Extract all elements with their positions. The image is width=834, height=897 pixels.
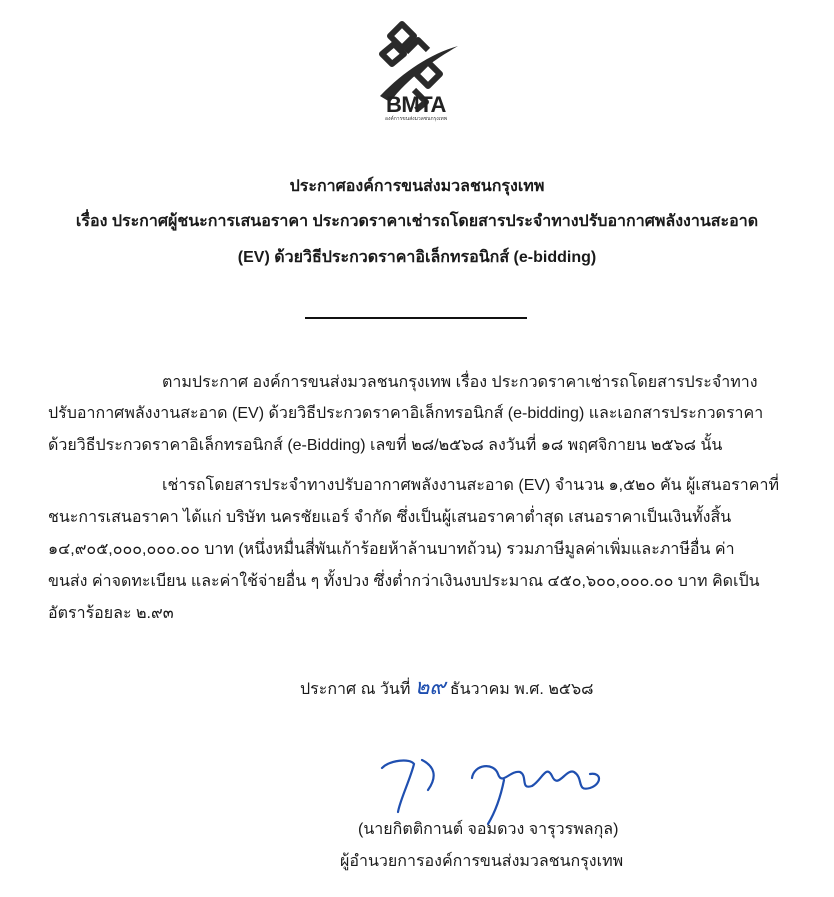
announcement-date xyxy=(300,675,594,700)
body-line: ด้วยวิธีประกวดราคาอิเล็กทรอนิกส์ (e-Bidding) เลขที่ ๒๘/๒๕๖๘ ลงวันที่ ๑๘ พฤศจิกายน ๒๕๖๘ นั้น xyxy=(48,437,723,454)
body-line: ปรับอากาศพลังงานสะอาด (EV) ด้วยวิธีประกวดราคาอิเล็กทรอนิกส์ (e-bidding) และเอกสารประกวดราคา xyxy=(48,405,764,422)
body-line: อัตราร้อยละ ๒.๙๓ xyxy=(48,605,174,622)
announcement-title: ประกาศองค์การขนส่งมวลชนกรุงเทพ xyxy=(289,178,545,195)
body-line: เช่ารถโดยสารประจำทางปรับอากาศพลังงานสะอาด (EV) จำนวน ๑,๕๒๐ คัน ผู้เสนอราคาที่ xyxy=(162,477,779,494)
announcement-subject-cont: (EV) ด้วยวิธีประกวดราคาอิเล็กทรอนิกส์ (e-bidding) xyxy=(237,249,597,266)
logo-subtitle: องค์การขนส่งมวลชนกรุงเทพ xyxy=(384,116,448,122)
signature xyxy=(370,750,620,830)
signatory-name: (นายกิตติกานต์ จอมดวง จารุวรพลกุล) xyxy=(358,821,619,838)
body-line: ตามประกาศ องค์การขนส่งมวลชนกรุงเทพ เรื่อง ประกวดราคาเช่ารถโดยสารประจำทาง xyxy=(162,374,758,391)
body-line: ๑๔,๙๐๕,๐๐๐,๐๐๐.๐๐ บาท (หนึ่งหมื่นสี่พันเก้าร้อยห้าล้านบาทถ้วน) รวมภาษีมูลค่าเพิ่มและภาษีอื่น ค่า xyxy=(48,541,735,558)
handwritten-day: ๒๙ xyxy=(414,675,446,700)
date-prefix: ประกาศ ณ วันที่ xyxy=(300,681,411,698)
body-line: ขนส่ง ค่าจดทะเบียน และค่าใช้จ่ายอื่น ๆ ทั้งปวง ซึ่งต่ำกว่าเงินงบประมาณ ๔๕๐,๖๐๐,๐๐๐.๐๐ บาท คิดเป็น xyxy=(48,573,760,590)
announcement-subject: เรื่อง ประกาศผู้ชนะการเสนอราคา ประกวดราคาเช่ารถโดยสารประจำทางปรับอากาศพลังงานสะอาด xyxy=(75,213,759,230)
date-suffix: ธันวาคม พ.ศ. ๒๕๖๘ xyxy=(449,681,594,698)
body-line: ชนะการเสนอราคา ได้แก่ บริษัท นครชัยแอร์ จำกัด ซึ่งเป็นผู้เสนอราคาต่ำสุด เสนอราคาเป็นเงินทั้งสิ้น xyxy=(48,509,732,526)
logo-wordmark: BMTA xyxy=(386,92,446,117)
signatory-position: ผู้อำนวยการองค์การขนส่งมวลชนกรุงเทพ xyxy=(340,853,624,870)
divider xyxy=(305,317,527,319)
